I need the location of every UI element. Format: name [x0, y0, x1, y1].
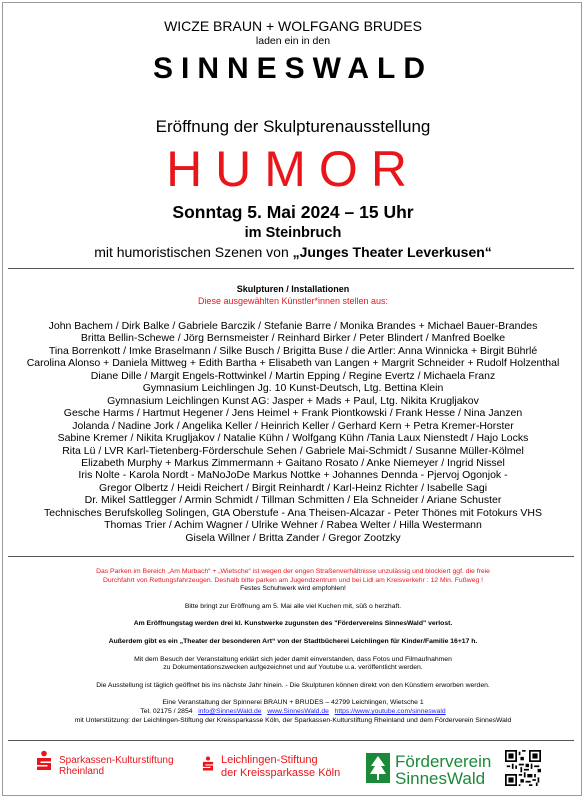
- artist-line: Gisela Willner / Britta Zander / Gregor Zootzky: [185, 531, 401, 544]
- phone-number: Tel. 02175 / 2854: [140, 707, 193, 715]
- divider-top: [8, 268, 574, 269]
- kreissparkasse-s-icon: [200, 755, 216, 773]
- section-heading: Skulpturen / Installationen: [236, 284, 350, 294]
- info-notes: [0, 568, 586, 725]
- artist-line: Elizabeth Murphy + Markus Zimmermann + Gaitano Rosato / Anke Niemeyer / Ingrid Nissel: [81, 456, 505, 469]
- artist-line: Jolanda / Nadine Jork / Angelika Keller / Heinrich Keller / Gerhard Kern + Petra Kremer-Horster: [72, 419, 514, 432]
- support-line: mit Unterstützung: der Leichlingen-Stiftung der Kreissparkasse Köln, der Sparkassen-Kulturstiftung Rheinland und dem Förderverein SinnesWald: [74, 716, 512, 724]
- spk-line-2: Rheinland: [59, 766, 105, 777]
- artist-line: Gregor Olbertz / Heidi Reichert / Birgit Reinhardt / Karl-Heinz Richter / Isabelle Sagi: [98, 481, 488, 494]
- fv-line-1: Förderverein: [395, 752, 492, 771]
- artist-line: Technisches Berufskolleg Solingen, GtA Oberstufe - Ana Theisen-Alcazar - Peter Thönes mit Fotokurs VHS: [43, 506, 543, 519]
- artist-line: Gymnasium Leichlingen Kunst AG: Jasper + Mads + Paul, Ltg. Nikita Krugljakov: [107, 394, 479, 407]
- shoes-note: Festes Schuhwerk wird empfohlen!: [240, 585, 346, 593]
- artist-line: John Bachem / Dirk Balke / Gabriele Barczik / Stefanie Barre / Monika Brandes + Michael Bauer-Brandes: [48, 320, 538, 332]
- artist-line: Dr. Mikel Sattlegger / Armin Schmidt / Tillman Schmitten / Ela Schneider / Ariane Schuster: [84, 494, 502, 507]
- email-link[interactable]: info@SinnesWald.de: [198, 707, 262, 715]
- lst-line-1: Leichlingen-Stiftung: [221, 754, 318, 766]
- organizer-line: Eine Veranstaltung der Spinnerei BRAUN + BRUDES – 42799 Leichlingen, Wietsche 1: [162, 699, 424, 707]
- raffle-note: Am Eröffnungstag werden drei kl. Kunstwerke zugunsten des "Fördervereins SinnesWald" verlost.: [133, 620, 453, 628]
- website-link[interactable]: www.SinnesWald.de: [267, 707, 329, 715]
- cake-note: Bitte bringt zur Eröffnung am 5. Mai alle viel Kuchen mit, süß o herzhaft.: [184, 602, 402, 610]
- scenes-line: [0, 244, 586, 260]
- section-subheading: Diese ausgewählten Künstler*innen stellen aus:: [197, 296, 389, 306]
- spk-foundation-logo: [59, 755, 174, 777]
- scenes-prefix: mit humoristischen Szenen von: [94, 244, 293, 260]
- sponsor-logos: [0, 745, 586, 795]
- spk-line-1: Sparkassen-Kulturstiftung: [59, 755, 174, 766]
- parking-note-1: Das Parken im Bereich „Am Murbach“ + „Wietsche“ ist wegen der engen Straßenverhältnisse unzulässig und blockiert ggf. die freie: [96, 568, 490, 575]
- youtube-link[interactable]: https://www.youtube.com/sinneswald: [334, 707, 446, 715]
- artist-line: Tina Borrenkott / Imke Braselmann / Silke Busch / Brigitta Buse / die Artler: Anna Winnicka + Birgit Bührlé: [48, 344, 538, 357]
- artist-line: Sabine Kremer / Nikita Krugljakov / Natalie Kühn / Wolfgang Kühn /Tania Laux Nienstedt / Hajo Locks: [57, 432, 529, 445]
- theater-note: Außerdem gibt es ein „Theater der besonderen Art“ von der Stadtbücherei Leichlingen für Kinder/Familie 16+17 h.: [108, 637, 478, 645]
- exhibition-subtitle: Eröffnung der Skulpturenausstellung: [155, 117, 431, 136]
- lst-line-2: der Kreissparkasse Köln: [221, 767, 341, 779]
- artist-line: Rita Lü / LVR Karl-Tietenberg-Förderschule Sehen / Gabriele Mai-Schmidt / Susanne Müller-Kölmel: [62, 444, 524, 457]
- hosts-line: WICZE BRAUN + WOLFGANG BRUDES: [164, 18, 422, 34]
- opening-hours-note: Die Ausstellung ist täglich geöffnet bis ins nächste Jahr hinein. - Die Skulpturen können direkt von den Künstlern erworben werden.: [96, 681, 490, 689]
- artist-line: Iris Nolte - Karola Nordt - MaNoJoDe Markus Nottke + Johannes Dennda - Pjervoj Ogonjok -: [78, 469, 508, 482]
- consent-note-2: zu Dokumentationszwecken aufgezeichnet und auf Youtube u.a. veröffentlicht werden.: [163, 664, 423, 672]
- event-date: Sonntag 5. Mai 2024 – 15 Uhr: [172, 202, 414, 222]
- divider-middle: [8, 556, 574, 557]
- exhibition-title: HUMOR: [166, 141, 420, 197]
- sparkasse-s-icon: [33, 750, 55, 772]
- artist-line: Gymnasium Leichlingen Jg. 10 Kunst-Deutsch, Ltg. Bettina Klein: [142, 382, 444, 395]
- page-title: SINNESWALD: [152, 52, 433, 85]
- foerderverein-logo: [395, 753, 491, 787]
- consent-note-1: Mit dem Besuch der Veranstaltung erklärt sich jeder damit einverstanden, dass Fotos und Filmaufnahmen: [134, 655, 452, 663]
- artist-line: Gesche Harms / Hartmut Hegener / Jens Heimel + Frank Piontkowski / Frank Hesse / Nina Janzen: [63, 407, 523, 420]
- fv-line-2: SinnesWald: [395, 769, 486, 788]
- artist-line: Thomas Trier / Achim Wagner / Ulrike Wehner / Rabea Welter / Hilla Westermann: [104, 519, 482, 532]
- artist-line: Carolina Alonso + Daniela Mittweg + Edith Bartha + Elisabeth van Langen + Margrit Schneider + Rudolf Holzenthal: [26, 357, 560, 370]
- theater-name: „Junges Theater Leverkusen“: [292, 244, 492, 260]
- divider-bottom: [8, 740, 574, 741]
- event-place: im Steinbruch: [244, 225, 342, 241]
- qr-code-icon: [505, 750, 541, 786]
- artist-list: [0, 320, 586, 544]
- artist-line: Britta Bellin-Schewe / Jörg Bernsmeister / Reinhard Birker / Peter Blindert / Manfred Boelke: [80, 332, 506, 345]
- artist-line: Diane Dille / Margit Engels-Rottwinkel / Martin Epping / Regine Evertz / Michaela Franz: [90, 369, 496, 382]
- contact-line: [0, 708, 586, 717]
- parking-note-2: Durchfahrt von Rettungsfahrzeugen. Deshalb bitte parken am Jugendzentrum und bei Lidl am Kreisverkehr : 12 Min. Fußweg !: [102, 576, 484, 584]
- tree-icon: [366, 753, 390, 783]
- invite-line: laden ein in den: [255, 35, 331, 47]
- leichlingen-foundation-logo: [221, 754, 340, 780]
